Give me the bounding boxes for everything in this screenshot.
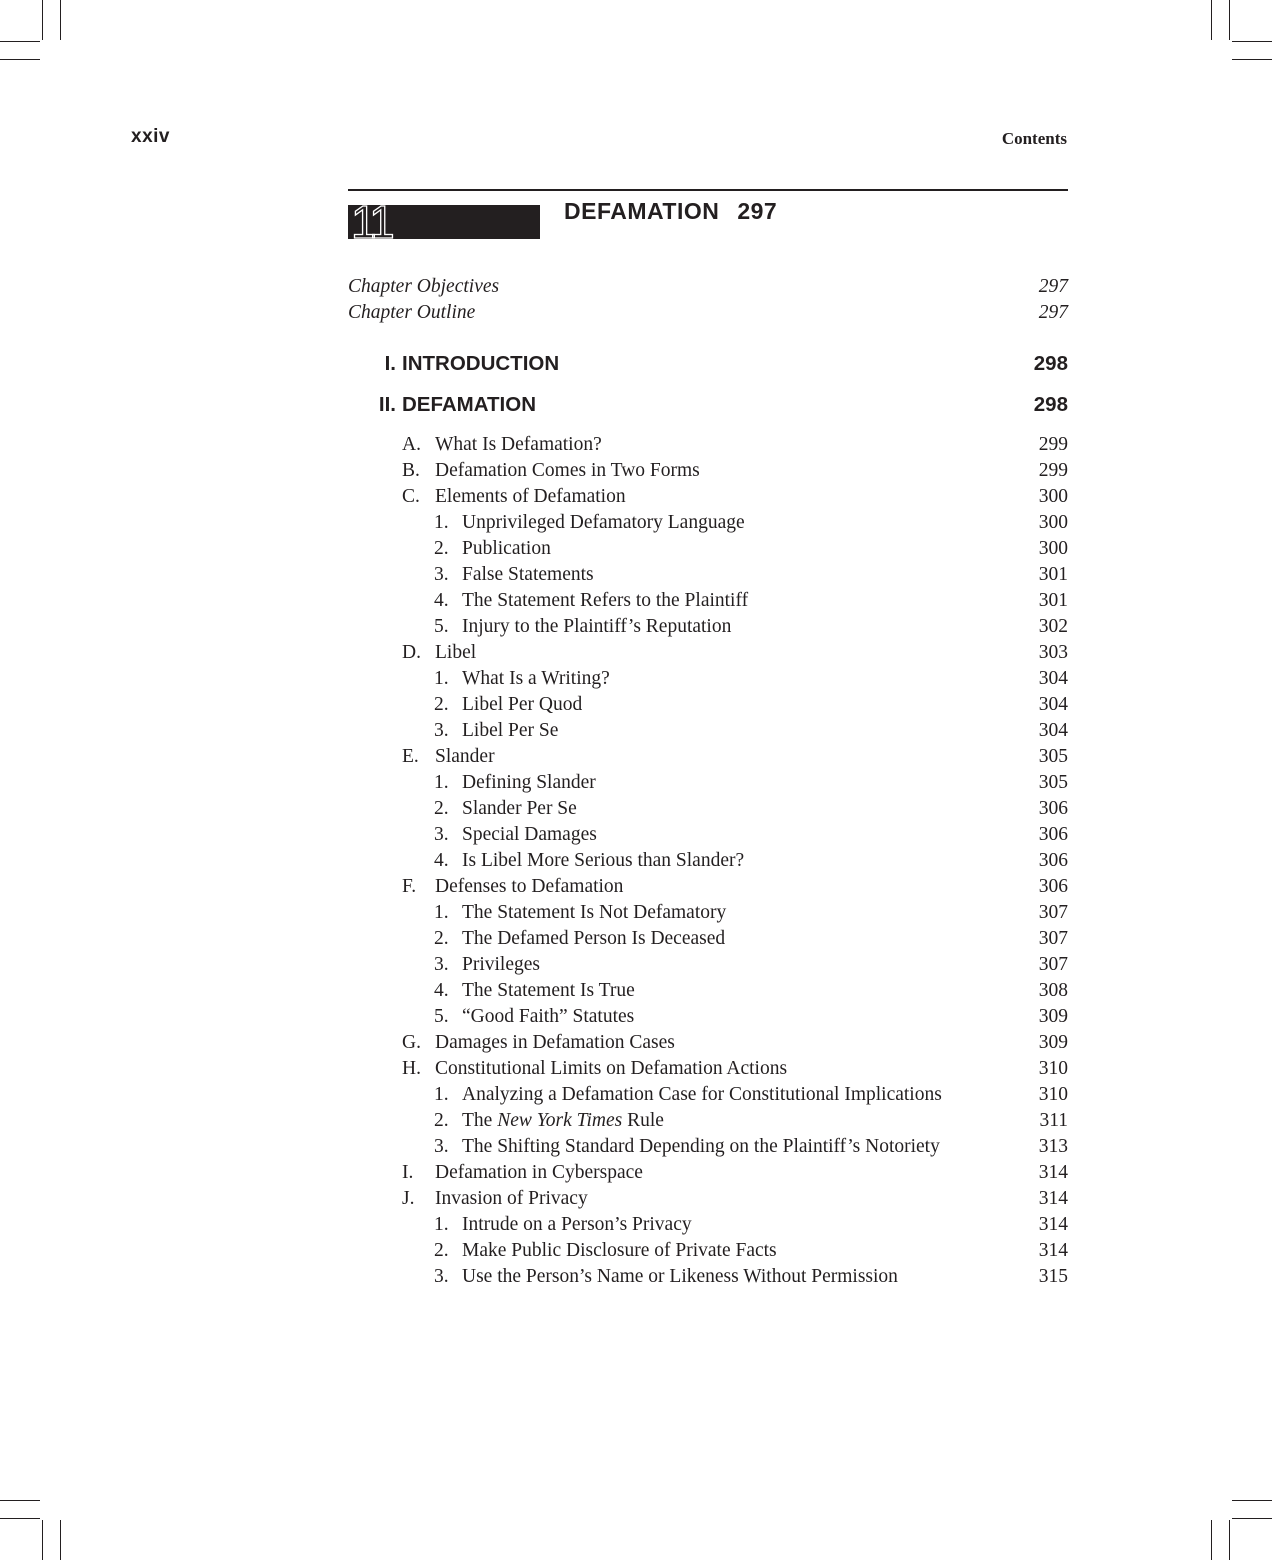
toc-entry-row bbox=[0, 1264, 1272, 1290]
toc-page: 300 bbox=[1038, 486, 1068, 507]
toc-page: 304 bbox=[1038, 694, 1068, 715]
toc-page: 314 bbox=[1038, 1162, 1068, 1183]
toc-entry-row bbox=[0, 1030, 1272, 1056]
toc-label: Libel bbox=[435, 642, 477, 663]
toc-section-row bbox=[0, 392, 1272, 418]
toc-mark: 5. bbox=[434, 1006, 449, 1027]
toc-entry-row bbox=[0, 1160, 1272, 1186]
toc-mark: 3. bbox=[434, 824, 449, 845]
toc-page: 303 bbox=[1038, 642, 1068, 663]
toc-entry-row bbox=[0, 1004, 1272, 1030]
toc-label bbox=[462, 1108, 664, 1134]
chapter-number: 11 bbox=[351, 205, 391, 239]
toc-label: Damages in Defamation Cases bbox=[435, 1032, 675, 1053]
toc-entry-row bbox=[0, 1108, 1272, 1134]
toc-entry-row bbox=[0, 874, 1272, 900]
toc-page: 302 bbox=[1038, 616, 1068, 637]
crop-mark bbox=[60, 0, 61, 40]
toc-label: The Defamed Person Is Deceased bbox=[462, 928, 726, 949]
toc-entry-row bbox=[0, 588, 1272, 614]
toc-entry-row bbox=[0, 614, 1272, 640]
toc-page: 306 bbox=[1038, 798, 1068, 819]
toc-page: 298 bbox=[1033, 393, 1068, 416]
toc-label-text: Rule bbox=[622, 1110, 664, 1131]
toc-label: Slander bbox=[435, 746, 495, 767]
crop-mark bbox=[1211, 0, 1212, 40]
toc-page: 298 bbox=[1033, 352, 1068, 375]
toc-mark: 3. bbox=[434, 1266, 449, 1287]
toc-mark: 5. bbox=[434, 616, 449, 637]
toc-page: 300 bbox=[1038, 512, 1068, 533]
toc-page: 306 bbox=[1038, 876, 1068, 897]
toc-entry-row bbox=[0, 1134, 1272, 1160]
toc-front-row bbox=[0, 300, 1272, 326]
toc-label: Special Damages bbox=[462, 824, 597, 845]
toc-mark: 1. bbox=[434, 772, 449, 793]
crop-mark bbox=[60, 1520, 61, 1560]
toc-mark: 4. bbox=[434, 590, 449, 611]
toc-mark: H. bbox=[402, 1058, 421, 1079]
toc-label: Constitutional Limits on Defamation Actions bbox=[435, 1058, 788, 1079]
toc-label: Defining Slander bbox=[462, 772, 596, 793]
toc-mark: F. bbox=[402, 876, 417, 897]
chapter-heading bbox=[564, 198, 777, 225]
toc-page: 311 bbox=[1039, 1110, 1068, 1131]
toc-page: 310 bbox=[1038, 1058, 1068, 1079]
toc-mark: I. bbox=[384, 352, 396, 375]
toc-page: 301 bbox=[1038, 564, 1068, 585]
toc-label: Chapter Outline bbox=[348, 302, 476, 323]
toc-page: 297 bbox=[1038, 302, 1068, 323]
toc-page: 301 bbox=[1038, 590, 1068, 611]
toc-page: 307 bbox=[1038, 902, 1068, 923]
toc-entry-row bbox=[0, 432, 1272, 458]
crop-mark bbox=[0, 41, 40, 42]
toc-mark: 3. bbox=[434, 720, 449, 741]
toc-page: 315 bbox=[1038, 1266, 1068, 1287]
toc-label: Defamation in Cyberspace bbox=[435, 1162, 643, 1183]
chapter-number-box bbox=[348, 205, 540, 239]
toc-label-text: The bbox=[462, 1110, 498, 1131]
toc-mark: 2. bbox=[434, 694, 449, 715]
toc-entry-row bbox=[0, 562, 1272, 588]
toc-page: 304 bbox=[1038, 720, 1068, 741]
toc-mark: D. bbox=[402, 642, 421, 663]
toc-entry-row bbox=[0, 848, 1272, 874]
toc-page: 308 bbox=[1038, 980, 1068, 1001]
toc-mark: B. bbox=[402, 460, 420, 481]
toc-label: The Statement Refers to the Plaintiff bbox=[462, 590, 749, 611]
toc-entry-row bbox=[0, 770, 1272, 796]
page-folio: xxiv bbox=[131, 126, 170, 147]
toc-mark: 2. bbox=[434, 1110, 449, 1131]
toc-label: Injury to the Plaintiff’s Reputation bbox=[462, 616, 732, 637]
toc-mark: 2. bbox=[434, 798, 449, 819]
toc-label: Elements of Defamation bbox=[435, 486, 626, 507]
crop-mark bbox=[0, 59, 40, 60]
toc-label: Analyzing a Defamation Case for Constitutional Implications bbox=[462, 1084, 942, 1105]
toc-page: 300 bbox=[1038, 538, 1068, 559]
toc-label: Unprivileged Defamatory Language bbox=[462, 512, 745, 533]
toc-page: 310 bbox=[1038, 1084, 1068, 1105]
toc-label: Privileges bbox=[462, 954, 540, 975]
toc-mark: 4. bbox=[434, 850, 449, 871]
toc-label-italic: New York Times bbox=[497, 1110, 623, 1131]
toc-page: 299 bbox=[1038, 434, 1068, 455]
chapter-page: 297 bbox=[737, 198, 778, 224]
crop-mark bbox=[42, 0, 43, 40]
chapter-rule bbox=[348, 189, 1068, 191]
toc-page: 297 bbox=[1038, 276, 1068, 297]
toc-label: Libel Per Se bbox=[462, 720, 559, 741]
toc-page: 305 bbox=[1038, 746, 1068, 767]
toc-mark: II. bbox=[378, 393, 396, 416]
toc-page: 307 bbox=[1038, 928, 1068, 949]
toc-mark: 3. bbox=[434, 1136, 449, 1157]
toc-label: Defenses to Defamation bbox=[435, 876, 624, 897]
toc-mark: J. bbox=[402, 1188, 415, 1209]
toc-entry-row bbox=[0, 900, 1272, 926]
toc-mark: G. bbox=[402, 1032, 421, 1053]
toc-label: Chapter Objectives bbox=[348, 276, 500, 297]
toc-page: 309 bbox=[1038, 1006, 1068, 1027]
toc-entry-row bbox=[0, 1212, 1272, 1238]
toc-entry-row bbox=[0, 458, 1272, 484]
toc-page: 314 bbox=[1038, 1240, 1068, 1261]
toc-label: The Statement Is Not Defamatory bbox=[462, 902, 727, 923]
toc-entry-row bbox=[0, 822, 1272, 848]
toc-entry-row bbox=[0, 1056, 1272, 1082]
toc-entry-row bbox=[0, 744, 1272, 770]
toc-mark: C. bbox=[402, 486, 420, 507]
toc-entry-row bbox=[0, 718, 1272, 744]
toc-section-row bbox=[0, 351, 1272, 377]
toc-page: 307 bbox=[1038, 954, 1068, 975]
toc-page: 314 bbox=[1038, 1188, 1068, 1209]
toc-mark: 2. bbox=[434, 538, 449, 559]
toc-page: 313 bbox=[1038, 1136, 1068, 1157]
toc-mark: E. bbox=[402, 746, 419, 767]
toc-page: 306 bbox=[1038, 824, 1068, 845]
toc-label: What Is a Writing? bbox=[462, 668, 610, 689]
toc-label: Use the Person’s Name or Likeness Without Permission bbox=[462, 1266, 898, 1287]
toc-label: Make Public Disclosure of Private Facts bbox=[462, 1240, 777, 1261]
crop-mark bbox=[1229, 1520, 1230, 1560]
toc-entry-row bbox=[0, 1186, 1272, 1212]
toc-label: DEFAMATION bbox=[402, 393, 537, 416]
toc-label: The Statement Is True bbox=[462, 980, 635, 1001]
toc-entry-row bbox=[0, 666, 1272, 692]
toc-label: INTRODUCTION bbox=[402, 352, 560, 375]
toc-label: False Statements bbox=[462, 564, 594, 585]
crop-mark bbox=[1211, 1520, 1212, 1560]
toc-label: The Shifting Standard Depending on the Plaintiff’s Notoriety bbox=[462, 1136, 940, 1157]
toc-mark: 1. bbox=[434, 1084, 449, 1105]
chapter-title: DEFAMATION bbox=[564, 198, 720, 224]
toc-page: 314 bbox=[1038, 1214, 1068, 1235]
toc-entry-row bbox=[0, 640, 1272, 666]
toc-entry-row bbox=[0, 926, 1272, 952]
toc-entry-row bbox=[0, 952, 1272, 978]
crop-mark bbox=[1232, 59, 1272, 60]
toc-mark: 2. bbox=[434, 928, 449, 949]
toc-mark: 1. bbox=[434, 512, 449, 533]
toc-label: “Good Faith” Statutes bbox=[462, 1006, 635, 1027]
toc-mark: 1. bbox=[434, 1214, 449, 1235]
toc-entry-row bbox=[0, 536, 1272, 562]
toc-page: 306 bbox=[1038, 850, 1068, 871]
toc-front-row bbox=[0, 274, 1272, 300]
crop-mark bbox=[1232, 41, 1272, 42]
crop-mark bbox=[42, 1520, 43, 1560]
toc-label: Defamation Comes in Two Forms bbox=[435, 460, 700, 481]
toc-label: Is Libel More Serious than Slander? bbox=[462, 850, 745, 871]
toc-entry-row bbox=[0, 510, 1272, 536]
toc-mark: 3. bbox=[434, 564, 449, 585]
toc-label: Slander Per Se bbox=[462, 798, 577, 819]
crop-mark bbox=[1232, 1518, 1272, 1519]
toc-page: 304 bbox=[1038, 668, 1068, 689]
toc-mark: 4. bbox=[434, 980, 449, 1001]
toc-label: Libel Per Quod bbox=[462, 694, 583, 715]
toc-entry-row bbox=[0, 692, 1272, 718]
toc-label: Publication bbox=[462, 538, 551, 559]
crop-mark bbox=[1232, 1500, 1272, 1501]
toc-entry-row bbox=[0, 978, 1272, 1004]
toc-entry-row bbox=[0, 796, 1272, 822]
toc-mark: 3. bbox=[434, 954, 449, 975]
toc-mark: 1. bbox=[434, 668, 449, 689]
toc-page: 299 bbox=[1038, 460, 1068, 481]
running-head-title: Contents bbox=[1001, 129, 1067, 148]
toc-entry-row bbox=[0, 1082, 1272, 1108]
toc-entry-row bbox=[0, 1238, 1272, 1264]
toc-mark: A. bbox=[402, 434, 421, 455]
crop-mark bbox=[0, 1518, 40, 1519]
toc-label: What Is Defamation? bbox=[435, 434, 602, 455]
toc-page: 305 bbox=[1038, 772, 1068, 793]
toc-mark: 2. bbox=[434, 1240, 449, 1261]
crop-mark bbox=[1229, 0, 1230, 40]
toc-mark: 1. bbox=[434, 902, 449, 923]
toc-page: 309 bbox=[1038, 1032, 1068, 1053]
toc-label: Intrude on a Person’s Privacy bbox=[462, 1214, 692, 1235]
crop-mark bbox=[0, 1500, 40, 1501]
toc-mark: I. bbox=[402, 1162, 414, 1183]
toc-label: Invasion of Privacy bbox=[435, 1188, 588, 1209]
toc-entry-row bbox=[0, 484, 1272, 510]
